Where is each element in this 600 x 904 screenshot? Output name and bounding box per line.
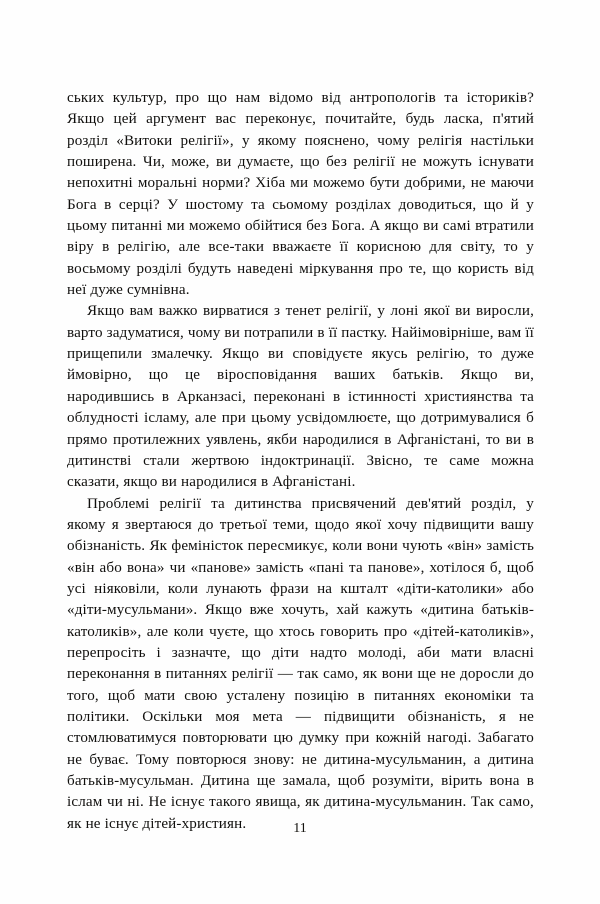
paragraph-2: Якщо вам важко вирватися з тенет релігії, у лоні якої ви виросли, варто задуматися, чому ви потрапили в її пастку. Найімовірніше, вам її прищепили змалечку. Якщо ви сповідуєте якусь релігію, то дуже ймовірно, що це віросповідання ваших батьків. Якщо ви, народившись в Арканзасі, переконані в істинності християнства та облудності ісламу, але при цьому усвідомлюєте, що дотримувалися б прямо протилежних уявлень, якби народилися в Афганістані, то ви в дитинстві стали жертвою індоктринації. Звісно, те саме можна сказати, якщо ви народилися в Афганістані. [67, 303, 534, 491]
page-number: 11 [293, 821, 307, 836]
paragraph-3: Проблемі релігії та дитинства присвячений дев'ятий розділ, у якому я звертаюся до третьої теми, щодо якої хочу підвищити вашу обізнаність. Як феміністок пересмикує, коли вони чують «він» замість «він або вона» чи «панове» замість «пані та панове», хотілося б, щоб усі ніяковіли, коли лунають фрази на кшталт «діти-католики» або «діти-мусульмани». Якщо вже хочуть, хай кажуть «дитина батьків-католиків», але коли чуєте, що хтось говорить про «дітей-католиків», перепросіть і зазначте, що діти надто молоді, аби мати власні переконання в питаннях релігії — так само, як вони ще не доросли до того, щоб мати свою усталену позицію в питаннях економіки та політики. Оскільки моя мета — підвищити обізнаність, я не стомлюватимуся повторювати цю думку при кожній нагоді. Забагато не буває. Тому повторюся знову: не дитина-мусульманин, а дитина батьків-мусульман. Дитина ще замала, щоб розуміти, вірить вона в іслам чи ні. Не існує такого явища, як дитина-мусульманин. Так само, як не існує дітей-християн. [67, 495, 534, 832]
paragraph-1: ських культур, про що нам відомо від антропологів та істориків? Якщо цей аргумент вас переконує, почитайте, будь ласка, п'ятий розділ «Витоки релігії», у якому пояснено, чому релігія настільки поширена. Чи, може, ви думаєте, що без релігії не можуть існувати непохитні моральні норми? Хіба ми можемо бути добрими, не маючи Бога в серці? У шостому та сьомому розділах доводиться, що й у цьому питанні ми можемо обійтися без Бога. А якщо ви самі втратили віру в релігію, але все-таки вважаєте її корисною для світу, то у восьмому розділі будуть наведені міркування про те, що користь від неї дуже сумнівна. [67, 90, 534, 299]
body-text-column [67, 88, 534, 835]
